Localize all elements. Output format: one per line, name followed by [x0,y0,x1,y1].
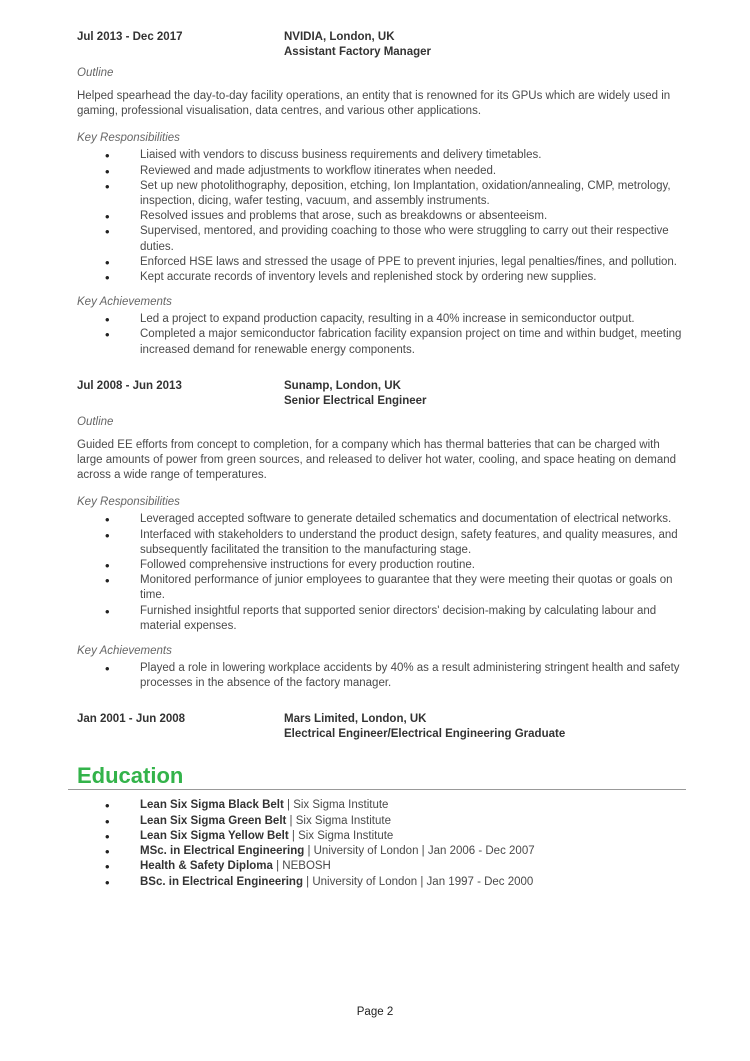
bullet-icon: • [105,859,110,875]
education-name: BSc. in Electrical Engineering [140,875,303,888]
bullet-icon: • [105,661,110,677]
resume-page [77,30,687,900]
list-item-text: Followed comprehensive instructions for every production routine. [140,559,475,572]
outline-text: Helped spearhead the day-to-day facility operations, an entity that is renowned for its GPUs which are widely used in gaming, professional visualisation, data centres, and various other applications. [77,90,671,118]
education-detail: | Six Sigma Institute [286,814,391,827]
bullet-icon: • [105,558,110,574]
job-company: Mars Limited, London, UK [284,713,427,726]
bullet-icon: • [105,209,110,225]
list-item-text: Furnished insightful reports that supported senior directors' decision-making by calculating labour and material expenses. [140,604,657,632]
list-item [77,148,687,163]
education-item [77,814,687,829]
list-item-text: Played a role in lowering workplace accidents by 40% as a result administering stringent health and safety processes in the absence of the factory manager. [140,662,680,690]
list-item-text: Resolved issues and problems that arose, such as breakdowns or absenteeism. [140,210,548,223]
bullet-icon: • [105,573,110,589]
education-detail: | Six Sigma Institute [288,829,394,842]
job-dates: Jul 2013 - Dec 2017 [77,31,183,43]
job-header [77,712,687,742]
list-item-text: Enforced HSE laws and stressed the usage of PPE to prevent injuries, legal penalties/fines, and pollution. [140,255,677,268]
list-item [77,255,687,270]
responsibilities-list [77,148,687,285]
bullet-icon: • [105,254,110,270]
list-item-text: Led a project to expand production capacity, resulting in a 40% increase in semiconductor output. [140,313,635,326]
bullet-icon: • [105,603,110,619]
list-item [77,270,687,285]
education-detail: | University of London | Jan 1997 - Dec 2000 [302,875,534,888]
bullet-icon: • [105,874,110,890]
list-item-text: Completed a major semiconductor fabrication facility expansion project on time and within budget, meeting increased demand for renewable energy components. [140,328,682,356]
list-item [77,327,687,357]
bullet-icon: • [105,527,110,543]
education-name: Health & Safety Diploma [140,860,273,873]
bullet-icon: • [105,312,110,328]
education-item [77,829,687,844]
education-heading: Education [77,763,184,789]
job-dates: Jul 2008 - Jun 2013 [77,379,182,392]
job-header [77,30,687,60]
list-item [77,209,687,224]
job-entry [77,712,687,742]
list-item-text: Liaised with vendors to discuss business requirements and delivery timetables. [140,149,542,162]
outline-label: Outline [77,67,114,79]
achievements-label: Key Achievements [77,296,172,309]
list-item [77,512,687,527]
job-title: Electrical Engineer/Electrical Engineering Graduate [284,728,566,741]
education-item [77,844,687,859]
education-name: Lean Six Sigma Black Belt [140,799,284,812]
bullet-icon: • [105,178,110,194]
list-item-text: Supervised, mentored, and providing coaching to those who were struggling to carry out their respective duties. [140,225,669,253]
list-item [77,224,687,254]
bullet-icon: • [105,327,110,343]
education-detail: | Six Sigma Institute [283,799,389,812]
list-item-text: Leveraged accepted software to generate detailed schematics and documentation of electrical networks. [140,513,672,526]
list-item [77,573,687,603]
job-company: NVIDIA, London, UK [284,31,395,43]
education-divider [68,789,686,790]
list-item [77,604,687,634]
bullet-icon: • [105,813,110,829]
education-detail: | NEBOSH [272,860,331,873]
job-entry [77,379,687,692]
job-dates: Jan 2001 - Jun 2008 [77,713,186,726]
achievements-list [77,312,687,358]
education-name: Lean Six Sigma Yellow Belt [140,829,289,842]
responsibilities-label: Key Responsibilities [77,132,180,145]
bullet-icon: • [105,270,110,286]
list-item [77,312,687,327]
education-list [77,798,687,889]
education-detail: | University of London | Jan 2006 - Dec 2007 [304,845,535,858]
bullet-icon: • [105,224,110,240]
list-item [77,661,687,691]
list-item-text: Set up new photolithography, deposition, etching, Ion Implantation, oxidation/annealing, CMP, metrology, inspection, dicing, wafer testing, vacuum, and assembly instruments. [140,179,671,208]
bullet-icon: • [105,163,110,179]
list-item [77,164,687,179]
list-item [77,528,687,558]
job-entry [77,30,687,358]
bullet-icon: • [105,148,110,164]
list-item [77,558,687,573]
achievements-label: Key Achievements [77,645,172,658]
job-header [77,379,687,409]
education-item [77,875,687,890]
outline-label: Outline [77,415,114,428]
bullet-icon: • [105,798,110,814]
bullet-icon: • [105,512,110,528]
job-title: Assistant Factory Manager [284,46,431,58]
outline-text: Guided EE efforts from concept to completion, for a company which has thermal batteries that can be charged with large amounts of power from green sources, and released to deliver hot water, cooling, and space heating on demand across a wide range of temperatures. [77,438,677,482]
education-item [77,859,687,874]
responsibilities-label: Key Responsibilities [77,496,180,509]
list-item-text: Kept accurate records of inventory levels and replenished stock by ordering new supplies. [140,271,597,284]
job-title: Senior Electrical Engineer [284,394,427,407]
list-item-text: Reviewed and made adjustments to workflow itinerates when needed. [140,164,497,177]
list-item [77,179,687,209]
job-company: Sunamp, London, UK [284,379,401,392]
achievements-list [77,661,687,691]
bullet-icon: • [105,844,110,860]
education-item [77,798,687,813]
education-name: MSc. in Electrical Engineering [140,845,305,858]
page-number: Page 2 [356,1006,394,1018]
list-item-text: Monitored performance of junior employees to guarantee that they were meeting their quotas or goals on time. [140,574,673,602]
bullet-icon: • [105,828,110,844]
responsibilities-list [77,512,687,634]
list-item-text: Interfaced with stakeholders to understand the product design, safety features, and quality measures, and subsequently facilitated the transition to the manufacturing stage. [140,528,678,556]
education-name: Lean Six Sigma Green Belt [140,814,287,827]
